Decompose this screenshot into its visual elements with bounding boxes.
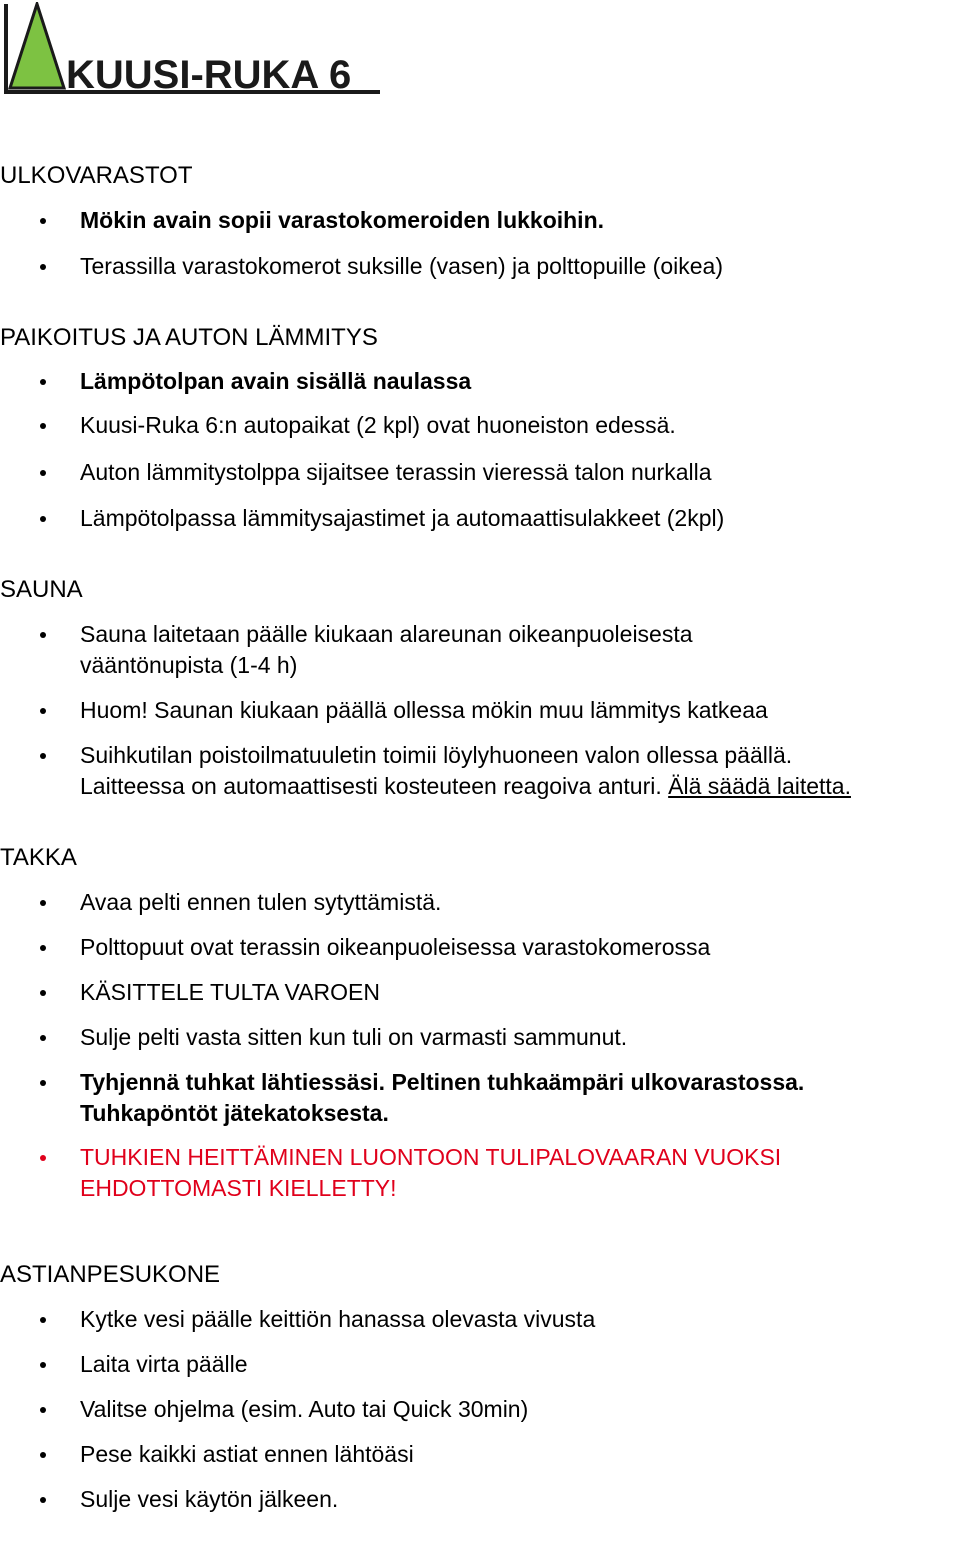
takka-list: [0, 887, 960, 1204]
astianpesukone-list: [0, 1304, 960, 1515]
bullet-icon: [40, 1452, 46, 1458]
tree-icon: [10, 4, 64, 88]
bullet-icon: [40, 470, 46, 476]
logo-graphic: [4, 2, 384, 96]
section-heading-astianpesukone: ASTIANPESUKONE: [0, 1261, 221, 1288]
list-item: Laita virta päälle: [0, 1349, 960, 1380]
bullet-icon: [40, 379, 46, 385]
logo-text: KUUSI-RUKA 6: [66, 53, 352, 96]
list-item: Pese kaikki astiat ennen lähtöäsi: [0, 1439, 960, 1470]
bullet-icon: [40, 1362, 46, 1368]
warning-item: TUHKIEN HEITTÄMINEN LUONTOON TULIPALOVAARAN VUOKSI EHDOTTOMASTI KIELLETTY!: [0, 1142, 960, 1204]
list-item: Huom! Saunan kiukaan päällä ollessa mökin muu lämmitys katkeaa: [0, 695, 960, 726]
bullet-icon: [40, 632, 46, 638]
list-item: Lämpötolpassa lämmitysajastimet ja automaattisulakkeet (2kpl): [0, 503, 960, 534]
logo: [4, 2, 384, 96]
sauna-list: [0, 619, 960, 802]
bullet-icon: [40, 1497, 46, 1503]
list-item: Kytke vesi päälle keittiön hanassa olevasta vivusta: [0, 1304, 960, 1335]
section-heading-sauna: SAUNA: [0, 576, 83, 603]
document-body: [0, 159, 960, 1515]
bullet-icon: [40, 1035, 46, 1041]
paikoitus-list: [0, 366, 960, 534]
bullet-icon: [40, 900, 46, 906]
underlined-warning: Älä säädä laitetta.: [668, 773, 851, 799]
list-item: Sulje vesi käytön jälkeen.: [0, 1484, 960, 1515]
bullet-icon: [40, 1155, 46, 1161]
bullet-icon: [40, 423, 46, 429]
bullet-icon: [40, 1080, 46, 1086]
list-item: Sauna laitetaan päälle kiukaan alareunan oikeanpuoleisesta vääntönupista (1-4 h): [0, 619, 960, 681]
bullet-icon: [40, 945, 46, 951]
list-item: Sulje pelti vasta sitten kun tuli on varmasti sammunut.: [0, 1022, 960, 1053]
bullet-icon: [40, 516, 46, 522]
bullet-icon: [40, 264, 46, 270]
list-item: Auton lämmitystolppa sijaitsee terassin vieressä talon nurkalla: [0, 457, 960, 488]
list-item: Terassilla varastokomerot suksille (vasen) ja polttopuille (oikea): [0, 251, 960, 282]
list-item: Lämpötolpan avain sisällä naulassa: [0, 366, 960, 397]
bullet-icon: [40, 753, 46, 759]
bullet-icon: [40, 1317, 46, 1323]
bullet-icon: [40, 1407, 46, 1413]
list-item: Valitse ohjelma (esim. Auto tai Quick 30min): [0, 1394, 960, 1425]
list-item: Tyhjennä tuhkat lähtiessäsi. Peltinen tuhkaämpäri ulkovarastossa. Tuhkapöntöt jätekatoksesta.: [0, 1067, 960, 1129]
section-heading-paikoitus: PAIKOITUS JA AUTON LÄMMITYS: [0, 324, 378, 351]
list-item: KÄSITTELE TULTA VAROEN: [0, 977, 960, 1008]
section-heading-ulkovarastot: ULKOVARASTOT: [0, 162, 193, 189]
bullet-icon: [40, 708, 46, 714]
bullet-icon: [40, 990, 46, 996]
list-item: Avaa pelti ennen tulen sytyttämistä.: [0, 887, 960, 918]
list-item: Kuusi-Ruka 6:n autopaikat (2 kpl) ovat huoneiston edessä.: [0, 410, 960, 441]
bullet-icon: [40, 218, 46, 224]
list-item: Suihkutilan poistoilmatuuletin toimii löylyhuoneen valon ollessa päällä. Laitteessa on automaattisesti kosteuteen reagoiva anturi. Älä säädä laitetta.: [0, 740, 960, 802]
list-item: Polttopuut ovat terassin oikeanpuoleisessa varastokomerossa: [0, 932, 960, 963]
list-item: Mökin avain sopii varastokomeroiden lukkoihin.: [0, 205, 960, 236]
ulkovarastot-list: [0, 205, 960, 282]
section-heading-takka: TAKKA: [0, 844, 77, 871]
